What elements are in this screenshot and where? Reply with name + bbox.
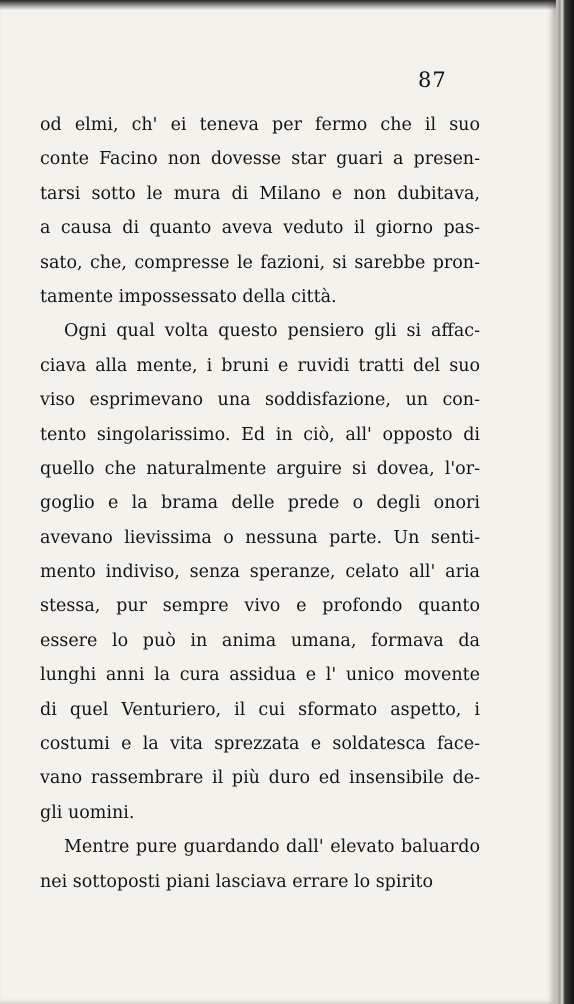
text-line: avevano lievissima o nessuna parte. Un senti- (40, 527, 480, 548)
text-line: goglio e la brama delle prede o degli onori (40, 493, 480, 514)
text-line: tento singolarissimo. Ed in ciò, all' opposto di (40, 424, 480, 445)
paragraph (40, 830, 480, 899)
text-line: quello che naturalmente arguire si dovea, l'or- (40, 458, 480, 479)
text-line: a causa di quanto aveva veduto il giorno pas- (40, 218, 480, 239)
paragraph (40, 108, 480, 314)
text-line: costumi e la vita sprezzata e soldatesca face- (40, 734, 480, 755)
text-line: sato, che, compresse le fazioni, si sarebbe pron- (40, 252, 480, 273)
text-line: conte Facino non dovesse star guari a presen- (40, 149, 480, 170)
page-number: 87 (418, 68, 447, 92)
text-line: di quel Venturiero, il cui sformato aspetto, i (40, 699, 480, 720)
text-line: essere lo può in anima umana, formava da (40, 630, 480, 651)
text-line: nei sottoposti piani lasciava errare lo spirito (40, 871, 434, 892)
text-line: stessa, pur sempre vivo e profondo quanto (40, 596, 480, 617)
body-text (40, 108, 480, 899)
text-line: viso esprimevano una soddisfazione, un con- (40, 390, 480, 411)
text-line: od elmi, ch' ei teneva per fermo che il suo (40, 115, 480, 135)
text-line: vano rassembrare il più duro ed insensibile de- (40, 768, 480, 789)
text-line: Mentre pure guardando dall' elevato baluardo (64, 837, 480, 858)
text-line: tamente impossessato della città. (40, 286, 337, 307)
text-line: gli uomini. (40, 802, 135, 823)
text-line: mento indiviso, senza speranze, celato all' aria (40, 562, 480, 583)
text-line: Ogni qual volta questo pensiero gli si affac- (64, 321, 480, 342)
text-line: ciava alla mente, i bruni e ruvidi tratti del suo (40, 355, 480, 376)
text-line: lunghi anni la cura assidua e l' unico movente (40, 665, 480, 686)
book-spine-edge (556, 0, 574, 1004)
text-line: tarsi sotto le mura di Milano e non dubitava, (40, 183, 480, 204)
paragraph (40, 314, 480, 830)
